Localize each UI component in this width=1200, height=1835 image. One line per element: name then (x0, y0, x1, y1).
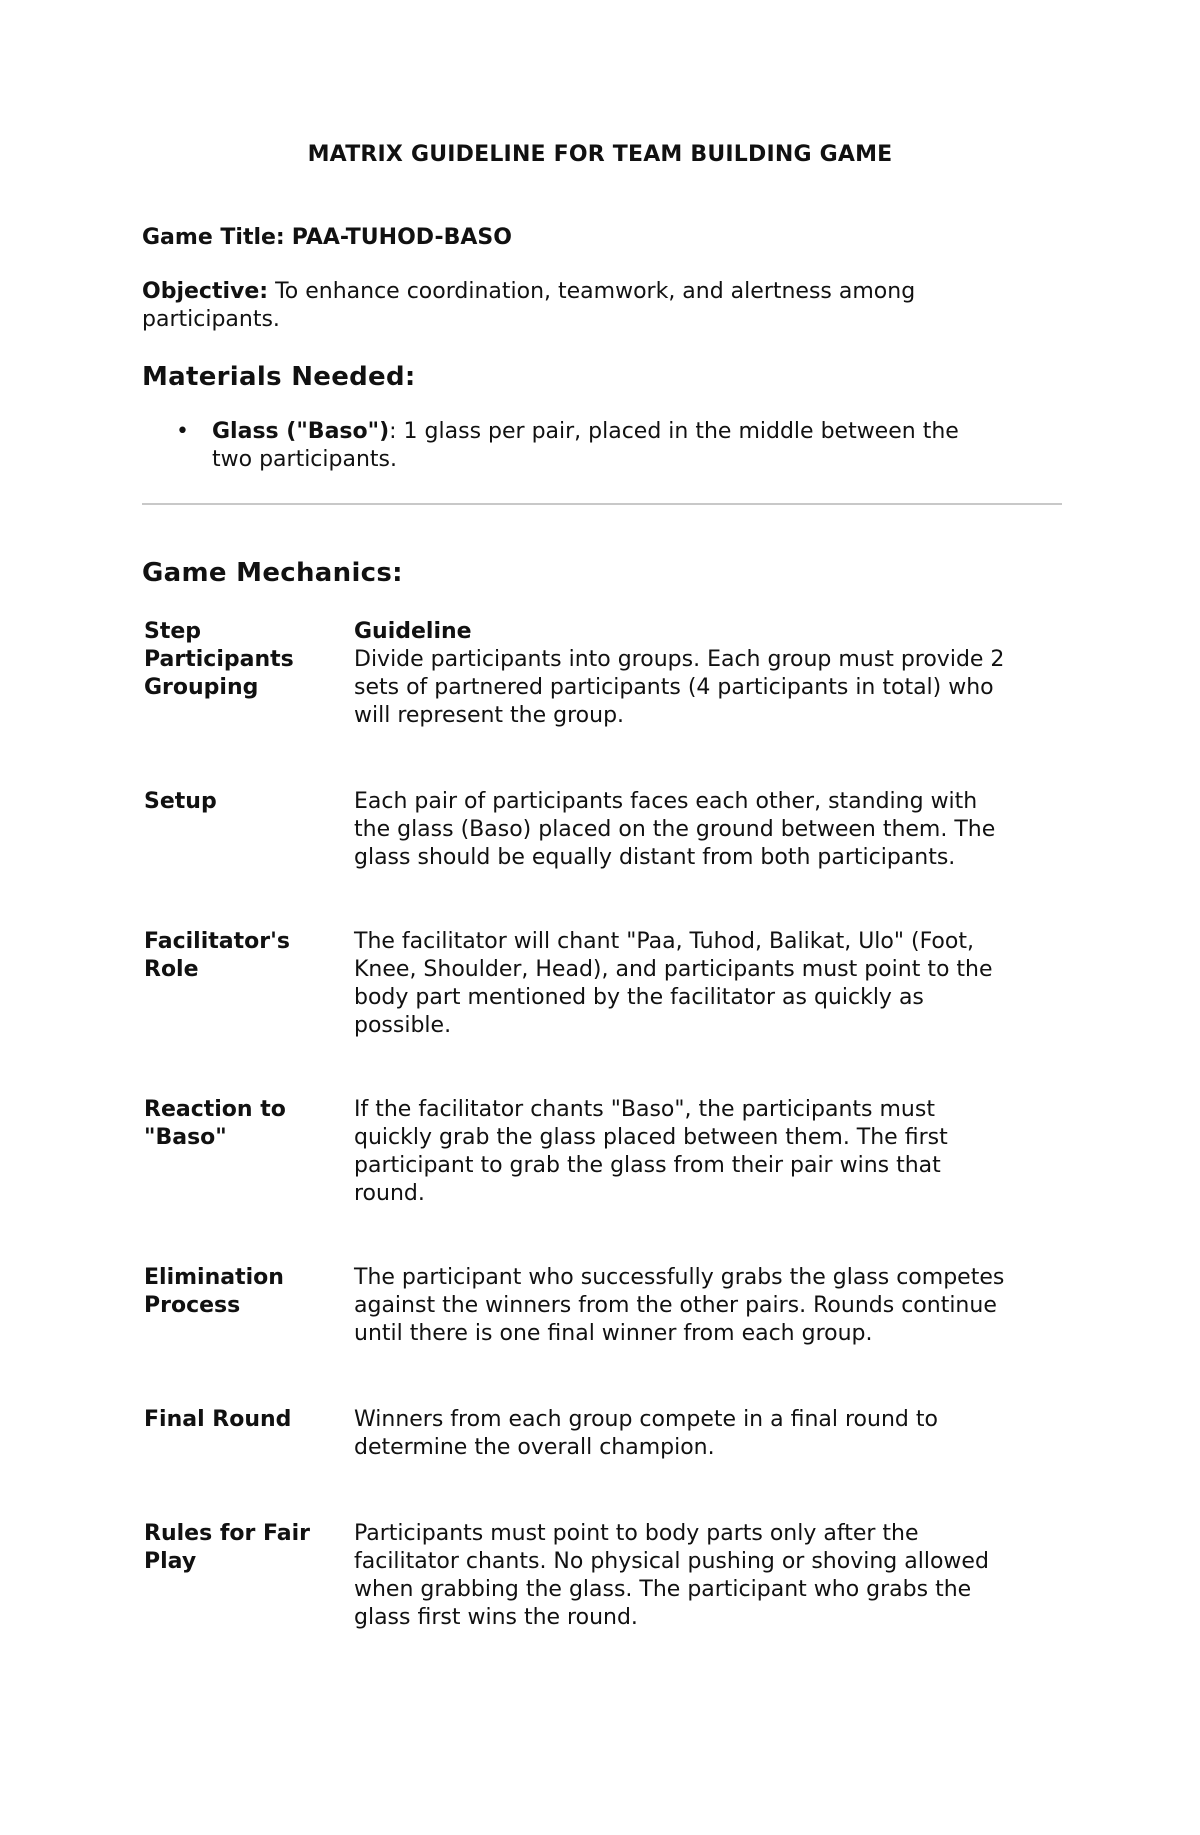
step-cell (144, 646, 344, 702)
step-label: Reaction to (144, 1097, 286, 1122)
materials-list (142, 418, 1042, 474)
document-title: MATRIX GUIDELINE FOR TEAM BUILDING GAME (307, 142, 893, 167)
column-header-step: Step (144, 619, 202, 644)
guideline-text: glass should be equally distant from both participants. (354, 845, 956, 870)
step-cell (144, 1520, 344, 1576)
guideline-text: quickly grab the glass placed between them. The first (354, 1125, 948, 1150)
step-label: Setup (144, 789, 217, 814)
materials-item (142, 418, 1042, 474)
guideline-text: Winners from each group compete in a final round to (354, 1407, 938, 1432)
guideline-text: If the facilitator chants "Baso", the participants must (354, 1097, 935, 1122)
objective-line-2 (142, 306, 1062, 334)
guideline-text: when grabbing the glass. The participant who grabs the (354, 1577, 972, 1602)
guideline-cell (354, 1406, 1054, 1462)
step-label-continued: Process (144, 1293, 241, 1318)
guideline-text: until there is one final winner from each group. (354, 1321, 873, 1346)
materials-heading: Materials Needed: (142, 362, 416, 392)
guideline-cell (354, 646, 1054, 730)
column-header-guideline: Guideline (354, 619, 472, 644)
step-label: Rules for Fair (144, 1521, 310, 1546)
step-cell (144, 788, 344, 816)
bullet-icon: • (176, 419, 189, 444)
guideline-text: possible. (354, 1013, 452, 1038)
objective-text: To enhance coordination, teamwork, and alertness among (275, 279, 916, 304)
game-title-line (142, 224, 1062, 252)
game-title-value: PAA-TUHOD-BASO (291, 225, 512, 250)
step-cell (144, 1096, 344, 1152)
materials-item-text: : 1 glass per pair, placed in the middle between the (389, 419, 959, 444)
objective-text-continued: participants. (142, 307, 280, 332)
step-cell (144, 1406, 344, 1434)
materials-item-label: Glass ("Baso") (212, 419, 390, 444)
guideline-text: against the winners from the other pairs. Rounds continue (354, 1293, 997, 1318)
guideline-text: participant to grab the glass from their pair wins that (354, 1153, 941, 1178)
guideline-text: body part mentioned by the facilitator as quickly as (354, 985, 924, 1010)
guideline-text: the glass (Baso) placed on the ground between them. The (354, 817, 996, 842)
guideline-cell (354, 1520, 1054, 1632)
horizontal-divider (142, 503, 1062, 505)
step-cell (144, 928, 344, 984)
guideline-cell (354, 1264, 1054, 1348)
guideline-cell (354, 1096, 1054, 1208)
guideline-text: determine the overall champion. (354, 1435, 715, 1460)
guideline-text: Divide participants into groups. Each group must provide 2 (354, 647, 1005, 672)
guideline-text: Knee, Shoulder, Head), and participants must point to the (354, 957, 993, 982)
guideline-text: will represent the group. (354, 703, 625, 728)
objective-label: Objective: (142, 279, 269, 304)
guideline-text: sets of partnered participants (4 participants in total) who (354, 675, 994, 700)
guideline-cell (354, 928, 1054, 1040)
guideline-text: The participant who successfully grabs the glass competes (354, 1265, 1005, 1290)
step-label: Elimination (144, 1265, 284, 1290)
step-label-continued: Grouping (144, 675, 259, 700)
step-label-continued: "Baso" (144, 1125, 227, 1150)
step-cell (144, 1264, 344, 1320)
guideline-text: round. (354, 1181, 425, 1206)
step-label-continued: Role (144, 957, 199, 982)
mechanics-heading: Game Mechanics: (142, 558, 403, 588)
guideline-cell (354, 788, 1054, 872)
step-label-continued: Play (144, 1549, 197, 1574)
step-label: Facilitator's (144, 929, 290, 954)
guideline-text: Participants must point to body parts only after the (354, 1521, 919, 1546)
objective-line (142, 278, 1062, 306)
materials-item-text-continued: two participants. (212, 447, 397, 472)
guideline-text: Each pair of participants faces each other, standing with (354, 789, 978, 814)
guideline-text: glass first wins the round. (354, 1605, 638, 1630)
guideline-text: The facilitator will chant "Paa, Tuhod, Balikat, Ulo" (Foot, (354, 929, 974, 954)
guideline-text: facilitator chants. No physical pushing or shoving allowed (354, 1549, 989, 1574)
step-label: Final Round (144, 1407, 292, 1432)
game-title-label: Game Title: (142, 225, 285, 250)
step-label: Participants (144, 647, 294, 672)
